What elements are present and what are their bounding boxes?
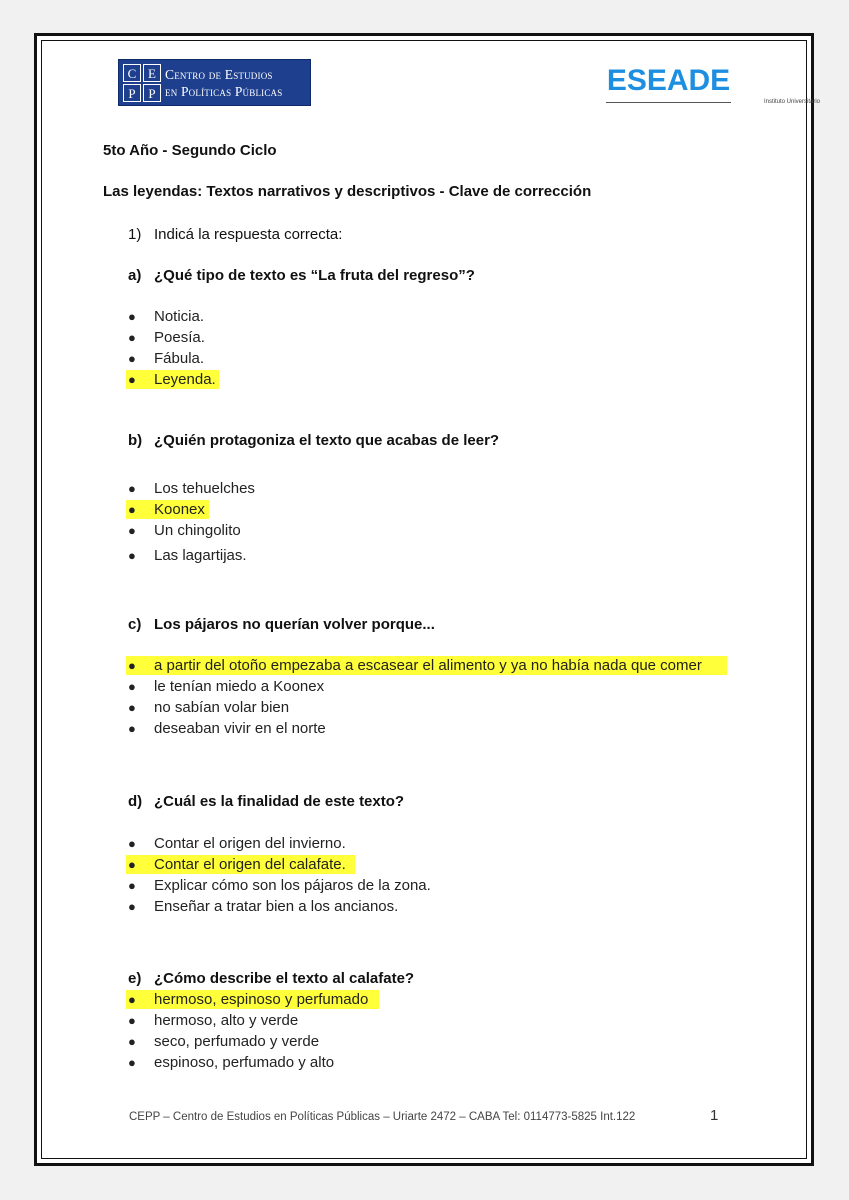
eseade-logo — [606, 64, 821, 108]
answer-option-text: Noticia. — [154, 308, 205, 325]
bullet-icon: ● — [128, 721, 136, 736]
cepp-logo — [118, 59, 311, 106]
bullet-icon: ● — [128, 857, 136, 872]
bullet-icon: ● — [128, 548, 136, 563]
question-text: ¿Cómo describe el texto al calafate? — [154, 970, 415, 987]
answer-option-text: Las lagartijas. — [154, 547, 247, 564]
answer-option-text: seco, perfumado y verde — [154, 1033, 320, 1050]
eseade-logo-subtitle: Instituto Universitario — [764, 99, 821, 105]
instruction-text: Indicá la respuesta correcta: — [154, 226, 343, 243]
bullet-icon: ● — [128, 700, 136, 715]
bullet-icon: ● — [128, 679, 136, 694]
bullet-icon: ● — [128, 1034, 136, 1049]
bullet-icon: ● — [128, 1055, 136, 1070]
cepp-mark-letter: P — [143, 84, 161, 102]
page-footer: CEPP – Centro de Estudios en Políticas Públicas – Uriarte 2472 – CABA Tel: 0114773-5825 Int.122 — [129, 1111, 636, 1123]
document-title: Las leyendas: Textos narrativos y descriptivos - Clave de corrección — [103, 183, 592, 200]
answer-option-text: Enseñar a tratar bien a los ancianos. — [154, 898, 399, 915]
bullet-icon: ● — [128, 658, 136, 673]
bullet-icon: ● — [128, 878, 136, 893]
bullet-icon: ● — [128, 330, 136, 345]
page-number: 1 — [710, 1107, 719, 1124]
question-text: ¿Quién protagoniza el texto que acabas de leer? — [154, 432, 500, 449]
cepp-logo-line2: en Políticas Públicas — [165, 84, 283, 99]
cepp-logo-line1: Centro de Estudios — [165, 67, 273, 82]
answer-option-text: a partir del otoño empezaba a escasear el alimento y ya no había nada que comer — [154, 657, 702, 674]
answer-option-text: Contar el origen del calafate. — [154, 856, 346, 873]
bullet-icon: ● — [128, 992, 136, 1007]
answer-option-text: Fábula. — [154, 350, 205, 367]
question-text: ¿Cuál es la finalidad de este texto? — [154, 793, 405, 810]
question-letter: b) — [128, 432, 143, 449]
eseade-logo-name: ESEADE — [606, 64, 731, 97]
cepp-logo-mark — [123, 64, 161, 102]
answer-option-text: no sabían volar bien — [154, 699, 290, 716]
question-letter: e) — [128, 970, 142, 987]
answer-option-text: deseaban vivir en el norte — [154, 720, 326, 737]
answer-option-text: espinoso, perfumado y alto — [154, 1054, 335, 1071]
cepp-mark-letter: P — [123, 84, 141, 102]
question-letter: a) — [128, 267, 142, 284]
question-letter: d) — [128, 793, 143, 810]
divider — [606, 102, 669, 103]
cepp-mark-letter: C — [123, 64, 141, 82]
grade-heading: 5to Año - Segundo Ciclo — [103, 142, 277, 159]
answer-option-text: hermoso, alto y verde — [154, 1012, 299, 1029]
instruction-number: 1) — [128, 226, 142, 243]
answer-option-text: Los tehuelches — [154, 480, 255, 497]
bullet-icon: ● — [128, 836, 136, 851]
bullet-icon: ● — [128, 309, 136, 324]
bullet-icon: ● — [128, 523, 136, 538]
answer-option-text: Poesía. — [154, 329, 205, 346]
divider — [669, 102, 732, 103]
bullet-icon: ● — [128, 899, 136, 914]
question-text: ¿Qué tipo de texto es “La fruta del regreso”? — [154, 267, 475, 284]
answer-option-text: hermoso, espinoso y perfumado — [154, 991, 369, 1008]
answer-option-text: le tenían miedo a Koonex — [154, 678, 325, 695]
eseade-logo-subtitle-row — [606, 98, 821, 106]
bullet-icon: ● — [128, 351, 136, 366]
cepp-logo-text — [165, 66, 282, 100]
question-text: Los pájaros no querían volver porque... — [154, 616, 435, 633]
answer-option-text: Koonex — [154, 501, 205, 518]
answer-option-text: Contar el origen del invierno. — [154, 835, 346, 852]
bullet-icon: ● — [128, 502, 136, 517]
bullet-icon: ● — [128, 481, 136, 496]
question-letter: c) — [128, 616, 142, 633]
answer-option-text: Explicar cómo son los pájaros de la zona. — [154, 877, 431, 894]
cepp-mark-letter: E — [143, 64, 161, 82]
answer-option-text: Leyenda. — [154, 371, 216, 388]
bullet-icon: ● — [128, 1013, 136, 1028]
bullet-icon: ● — [128, 372, 136, 387]
answer-option-text: Un chingolito — [154, 522, 241, 539]
